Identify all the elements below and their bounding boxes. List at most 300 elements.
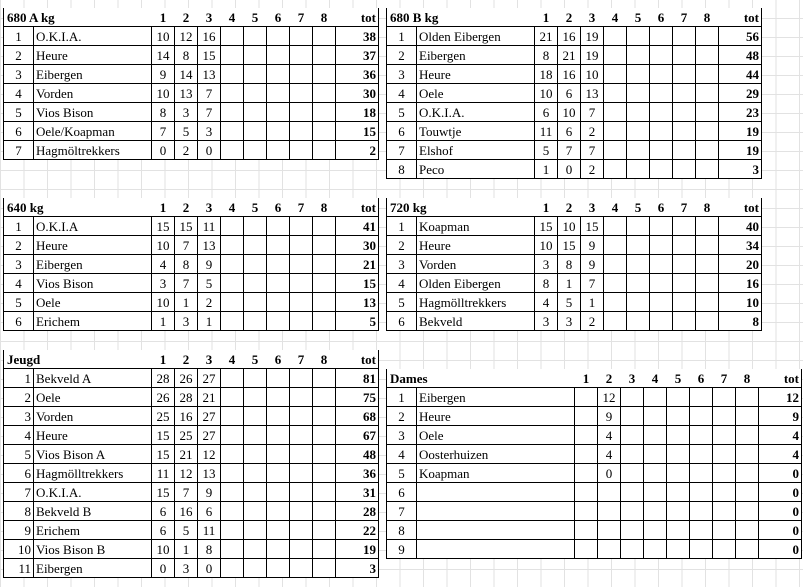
table-row	[387, 46, 762, 65]
header-row	[387, 198, 762, 217]
rank-cell: 4	[4, 426, 34, 445]
round-score-cell	[604, 160, 627, 179]
rank-cell: 2	[387, 46, 417, 65]
round-score-cell	[221, 65, 244, 84]
round-score-cell: 9	[198, 255, 221, 274]
round-score-cell	[267, 103, 290, 122]
round-score-cell	[221, 521, 244, 540]
round-score-cell: 4	[535, 293, 558, 312]
table-row	[387, 502, 802, 521]
table-row	[387, 407, 802, 426]
round-header: 4	[221, 198, 244, 217]
round-score-cell	[244, 122, 267, 141]
round-score-cell	[667, 521, 690, 540]
total-cell: 44	[719, 65, 762, 84]
round-score-cell	[650, 84, 673, 103]
table-720	[386, 198, 762, 331]
round-header: 3	[621, 369, 644, 388]
round-score-cell	[267, 407, 290, 426]
round-header: 8	[313, 8, 336, 27]
round-header: 1	[152, 198, 175, 217]
round-score-cell	[221, 388, 244, 407]
team-cell: Eibergen	[34, 559, 152, 578]
rank-cell: 7	[4, 141, 34, 160]
round-score-cell	[313, 502, 336, 521]
round-score-cell: 12	[175, 27, 198, 46]
round-score-cell: 10	[558, 103, 581, 122]
table-row	[387, 217, 762, 236]
round-score-cell: 3	[535, 312, 558, 331]
round-score-cell	[673, 141, 696, 160]
round-score-cell	[313, 122, 336, 141]
total-cell: 12	[759, 388, 802, 407]
rank-cell: 7	[387, 502, 417, 521]
total-cell: 19	[719, 141, 762, 160]
round-score-cell	[644, 407, 667, 426]
total-cell: 10	[719, 293, 762, 312]
round-score-cell	[221, 27, 244, 46]
rank-cell: 11	[4, 559, 34, 578]
score-table-680b	[386, 8, 762, 179]
round-score-cell	[290, 217, 313, 236]
round-score-cell: 14	[152, 46, 175, 65]
round-score-cell: 7	[198, 103, 221, 122]
round-score-cell	[221, 255, 244, 274]
round-score-cell	[267, 84, 290, 103]
score-table-dames	[386, 369, 802, 559]
table-680a	[3, 8, 379, 160]
round-score-cell	[604, 103, 627, 122]
total-cell: 0	[759, 540, 802, 559]
score-table-720	[386, 198, 762, 331]
round-header: 5	[627, 198, 650, 217]
round-score-cell	[575, 540, 598, 559]
round-score-cell: 16	[558, 27, 581, 46]
total-cell: 31	[336, 483, 379, 502]
round-score-cell	[627, 236, 650, 255]
team-cell: Oele	[417, 426, 575, 445]
round-score-cell	[673, 160, 696, 179]
rank-cell: 3	[4, 255, 34, 274]
round-score-cell: 0	[598, 464, 621, 483]
round-score-cell	[604, 293, 627, 312]
table-title: 720 kg	[387, 198, 535, 217]
round-score-cell: 7	[152, 122, 175, 141]
round-score-cell	[604, 122, 627, 141]
header-row	[387, 369, 802, 388]
total-cell: 0	[759, 521, 802, 540]
round-score-cell: 10	[152, 236, 175, 255]
round-score-cell	[244, 217, 267, 236]
round-score-cell: 15	[152, 483, 175, 502]
round-score-cell	[267, 46, 290, 65]
round-score-cell	[650, 217, 673, 236]
round-score-cell	[673, 84, 696, 103]
total-cell: 81	[336, 369, 379, 388]
table-680b	[386, 8, 762, 179]
total-cell: 9	[759, 407, 802, 426]
round-score-cell: 7	[198, 84, 221, 103]
table-row	[387, 274, 762, 293]
round-header: 6	[650, 8, 673, 27]
round-header: 1	[575, 369, 598, 388]
round-score-cell	[604, 141, 627, 160]
round-score-cell	[244, 103, 267, 122]
team-cell: O.K.I.A.	[34, 27, 152, 46]
round-score-cell	[267, 293, 290, 312]
round-header: 5	[627, 8, 650, 27]
round-score-cell	[313, 293, 336, 312]
round-score-cell: 2	[581, 312, 604, 331]
round-score-cell: 15	[175, 217, 198, 236]
round-score-cell: 10	[535, 84, 558, 103]
round-score-cell: 11	[198, 521, 221, 540]
round-header: 5	[244, 350, 267, 369]
round-header: 8	[696, 198, 719, 217]
round-score-cell	[621, 407, 644, 426]
round-score-cell	[221, 293, 244, 312]
team-cell	[417, 483, 575, 502]
round-score-cell	[221, 141, 244, 160]
round-score-cell	[621, 502, 644, 521]
round-score-cell: 15	[581, 217, 604, 236]
round-header: 3	[581, 8, 604, 27]
round-score-cell	[290, 426, 313, 445]
round-score-cell	[667, 426, 690, 445]
round-score-cell	[221, 217, 244, 236]
round-score-cell: 16	[175, 407, 198, 426]
rank-cell: 4	[4, 274, 34, 293]
round-header: 3	[198, 198, 221, 217]
round-header: 1	[535, 8, 558, 27]
round-score-cell	[244, 388, 267, 407]
round-score-cell: 13	[198, 236, 221, 255]
total-cell: 23	[719, 103, 762, 122]
round-score-cell: 9	[152, 65, 175, 84]
round-header: 6	[267, 350, 290, 369]
round-score-cell	[313, 27, 336, 46]
round-score-cell: 2	[175, 141, 198, 160]
round-score-cell	[650, 103, 673, 122]
round-header: 5	[667, 369, 690, 388]
round-header: 2	[175, 8, 198, 27]
round-score-cell	[621, 483, 644, 502]
round-header: 7	[290, 8, 313, 27]
round-header: 7	[673, 198, 696, 217]
round-score-cell: 10	[152, 540, 175, 559]
round-score-cell	[673, 122, 696, 141]
round-score-cell	[267, 369, 290, 388]
round-score-cell	[736, 483, 759, 502]
round-score-cell	[290, 46, 313, 65]
round-score-cell	[696, 274, 719, 293]
rank-cell: 2	[4, 236, 34, 255]
round-score-cell	[598, 502, 621, 521]
round-score-cell: 15	[152, 217, 175, 236]
total-cell: 0	[759, 502, 802, 521]
rank-cell: 9	[387, 540, 417, 559]
round-score-cell: 13	[581, 84, 604, 103]
round-score-cell: 28	[175, 388, 198, 407]
round-score-cell	[604, 27, 627, 46]
round-score-cell: 0	[152, 559, 175, 578]
round-score-cell	[244, 483, 267, 502]
round-header: 1	[152, 8, 175, 27]
total-cell: 30	[336, 84, 379, 103]
round-score-cell	[650, 312, 673, 331]
round-score-cell: 27	[198, 369, 221, 388]
round-score-cell	[696, 103, 719, 122]
round-score-cell	[575, 426, 598, 445]
round-score-cell: 27	[198, 407, 221, 426]
round-header: 4	[604, 198, 627, 217]
round-score-cell	[221, 426, 244, 445]
round-score-cell: 6	[198, 502, 221, 521]
team-cell: O.K.I.A	[34, 217, 152, 236]
round-score-cell: 3	[175, 559, 198, 578]
team-cell: Heure	[34, 236, 152, 255]
table-row	[387, 122, 762, 141]
team-cell: Elshof	[417, 141, 535, 160]
round-score-cell	[627, 84, 650, 103]
rank-cell: 10	[4, 540, 34, 559]
round-score-cell: 10	[558, 217, 581, 236]
table-title: Jeugd	[4, 350, 152, 369]
round-score-cell	[736, 464, 759, 483]
round-score-cell	[290, 502, 313, 521]
table-row	[4, 483, 379, 502]
round-score-cell: 7	[581, 141, 604, 160]
rank-cell: 4	[387, 445, 417, 464]
round-score-cell	[673, 65, 696, 84]
rank-cell: 7	[4, 483, 34, 502]
round-score-cell	[290, 312, 313, 331]
round-score-cell: 2	[581, 160, 604, 179]
round-score-cell	[290, 540, 313, 559]
total-cell: 15	[336, 122, 379, 141]
round-score-cell: 21	[198, 388, 221, 407]
team-cell: Heure	[34, 426, 152, 445]
round-score-cell	[313, 464, 336, 483]
table-row	[4, 65, 379, 84]
round-score-cell	[736, 407, 759, 426]
round-header: 7	[673, 8, 696, 27]
round-score-cell	[627, 255, 650, 274]
round-score-cell	[604, 84, 627, 103]
total-cell: 18	[336, 103, 379, 122]
round-header: 6	[690, 369, 713, 388]
round-score-cell	[290, 255, 313, 274]
total-cell: 0	[759, 483, 802, 502]
round-score-cell: 7	[175, 274, 198, 293]
team-cell: Erichem	[34, 521, 152, 540]
table-row	[387, 388, 802, 407]
round-score-cell	[673, 293, 696, 312]
round-header: 6	[267, 198, 290, 217]
round-score-cell: 2	[581, 122, 604, 141]
round-score-cell	[736, 426, 759, 445]
rank-cell: 1	[387, 217, 417, 236]
round-score-cell: 25	[152, 407, 175, 426]
round-score-cell	[313, 407, 336, 426]
round-score-cell	[290, 103, 313, 122]
round-score-cell	[267, 236, 290, 255]
total-cell: 30	[336, 236, 379, 255]
round-score-cell	[690, 445, 713, 464]
round-score-cell	[221, 236, 244, 255]
round-score-cell	[644, 521, 667, 540]
round-score-cell	[696, 236, 719, 255]
round-score-cell	[313, 255, 336, 274]
table-row	[4, 312, 379, 331]
rank-cell: 3	[4, 407, 34, 426]
table-row	[387, 141, 762, 160]
round-score-cell	[244, 141, 267, 160]
rank-cell: 8	[4, 502, 34, 521]
round-score-cell	[713, 521, 736, 540]
table-row	[387, 521, 802, 540]
round-score-cell	[313, 445, 336, 464]
round-score-cell	[221, 540, 244, 559]
total-cell: 28	[336, 502, 379, 521]
round-score-cell	[290, 559, 313, 578]
total-cell: 67	[336, 426, 379, 445]
round-score-cell	[290, 122, 313, 141]
round-score-cell	[696, 27, 719, 46]
round-score-cell: 6	[558, 84, 581, 103]
header-row	[4, 8, 379, 27]
round-score-cell	[221, 369, 244, 388]
team-cell: Vorden	[34, 84, 152, 103]
table-row	[387, 293, 762, 312]
round-score-cell	[221, 464, 244, 483]
round-score-cell: 1	[535, 160, 558, 179]
round-score-cell	[244, 46, 267, 65]
round-score-cell	[736, 540, 759, 559]
total-cell: 75	[336, 388, 379, 407]
round-score-cell	[313, 141, 336, 160]
table-title: 680 A kg	[4, 8, 152, 27]
round-score-cell: 10	[152, 293, 175, 312]
round-score-cell	[713, 388, 736, 407]
round-score-cell	[690, 540, 713, 559]
round-score-cell: 10	[535, 236, 558, 255]
table-row	[387, 255, 762, 274]
round-score-cell	[690, 388, 713, 407]
round-score-cell	[604, 217, 627, 236]
round-header: 4	[221, 350, 244, 369]
rank-cell: 1	[387, 388, 417, 407]
rank-cell: 5	[387, 464, 417, 483]
round-score-cell: 6	[535, 103, 558, 122]
round-score-cell	[650, 293, 673, 312]
table-row	[4, 464, 379, 483]
round-score-cell	[690, 521, 713, 540]
table-row	[4, 141, 379, 160]
round-score-cell	[267, 426, 290, 445]
rank-cell: 3	[387, 65, 417, 84]
rank-cell: 4	[4, 84, 34, 103]
team-cell: Eibergen	[34, 255, 152, 274]
round-score-cell	[627, 217, 650, 236]
round-score-cell	[575, 407, 598, 426]
table-row	[387, 103, 762, 122]
round-score-cell	[690, 502, 713, 521]
round-score-cell	[244, 27, 267, 46]
table-row	[387, 65, 762, 84]
team-cell	[417, 521, 575, 540]
team-cell: Bekveld	[417, 312, 535, 331]
round-score-cell	[673, 312, 696, 331]
rank-cell: 1	[4, 27, 34, 46]
round-score-cell	[267, 217, 290, 236]
round-score-cell	[244, 255, 267, 274]
round-score-cell: 18	[535, 65, 558, 84]
round-score-cell	[244, 502, 267, 521]
round-score-cell	[221, 502, 244, 521]
table-row	[4, 103, 379, 122]
round-score-cell: 8	[152, 103, 175, 122]
table-row	[4, 217, 379, 236]
round-header: 8	[696, 8, 719, 27]
round-score-cell	[690, 426, 713, 445]
table-row	[4, 274, 379, 293]
table-row	[387, 483, 802, 502]
round-score-cell: 21	[175, 445, 198, 464]
total-cell: 48	[336, 445, 379, 464]
round-score-cell: 6	[558, 122, 581, 141]
table-row	[387, 445, 802, 464]
team-cell: Heure	[417, 236, 535, 255]
round-score-cell	[627, 274, 650, 293]
round-score-cell: 10	[152, 84, 175, 103]
team-cell: Hagmöltrekkers	[34, 141, 152, 160]
round-score-cell	[290, 27, 313, 46]
round-score-cell	[713, 426, 736, 445]
total-cell: 2	[336, 141, 379, 160]
round-score-cell: 3	[558, 312, 581, 331]
round-score-cell	[696, 84, 719, 103]
round-score-cell: 28	[152, 369, 175, 388]
round-score-cell	[604, 274, 627, 293]
round-score-cell	[221, 122, 244, 141]
round-score-cell: 3	[175, 103, 198, 122]
round-score-cell	[244, 236, 267, 255]
team-cell: Oele	[34, 293, 152, 312]
rank-cell: 9	[4, 521, 34, 540]
round-score-cell: 27	[198, 426, 221, 445]
rank-cell: 6	[4, 464, 34, 483]
total-cell: 36	[336, 464, 379, 483]
round-score-cell	[313, 388, 336, 407]
round-score-cell	[673, 27, 696, 46]
round-score-cell	[736, 502, 759, 521]
round-score-cell	[221, 407, 244, 426]
round-score-cell	[644, 464, 667, 483]
round-score-cell	[696, 122, 719, 141]
round-score-cell: 13	[198, 464, 221, 483]
round-score-cell: 11	[152, 464, 175, 483]
round-score-cell	[690, 483, 713, 502]
rank-cell: 3	[4, 65, 34, 84]
round-score-cell	[244, 445, 267, 464]
round-score-cell	[575, 521, 598, 540]
round-score-cell	[598, 483, 621, 502]
round-score-cell	[696, 141, 719, 160]
round-score-cell: 9	[198, 483, 221, 502]
table-dames	[386, 369, 802, 559]
round-score-cell: 4	[152, 255, 175, 274]
